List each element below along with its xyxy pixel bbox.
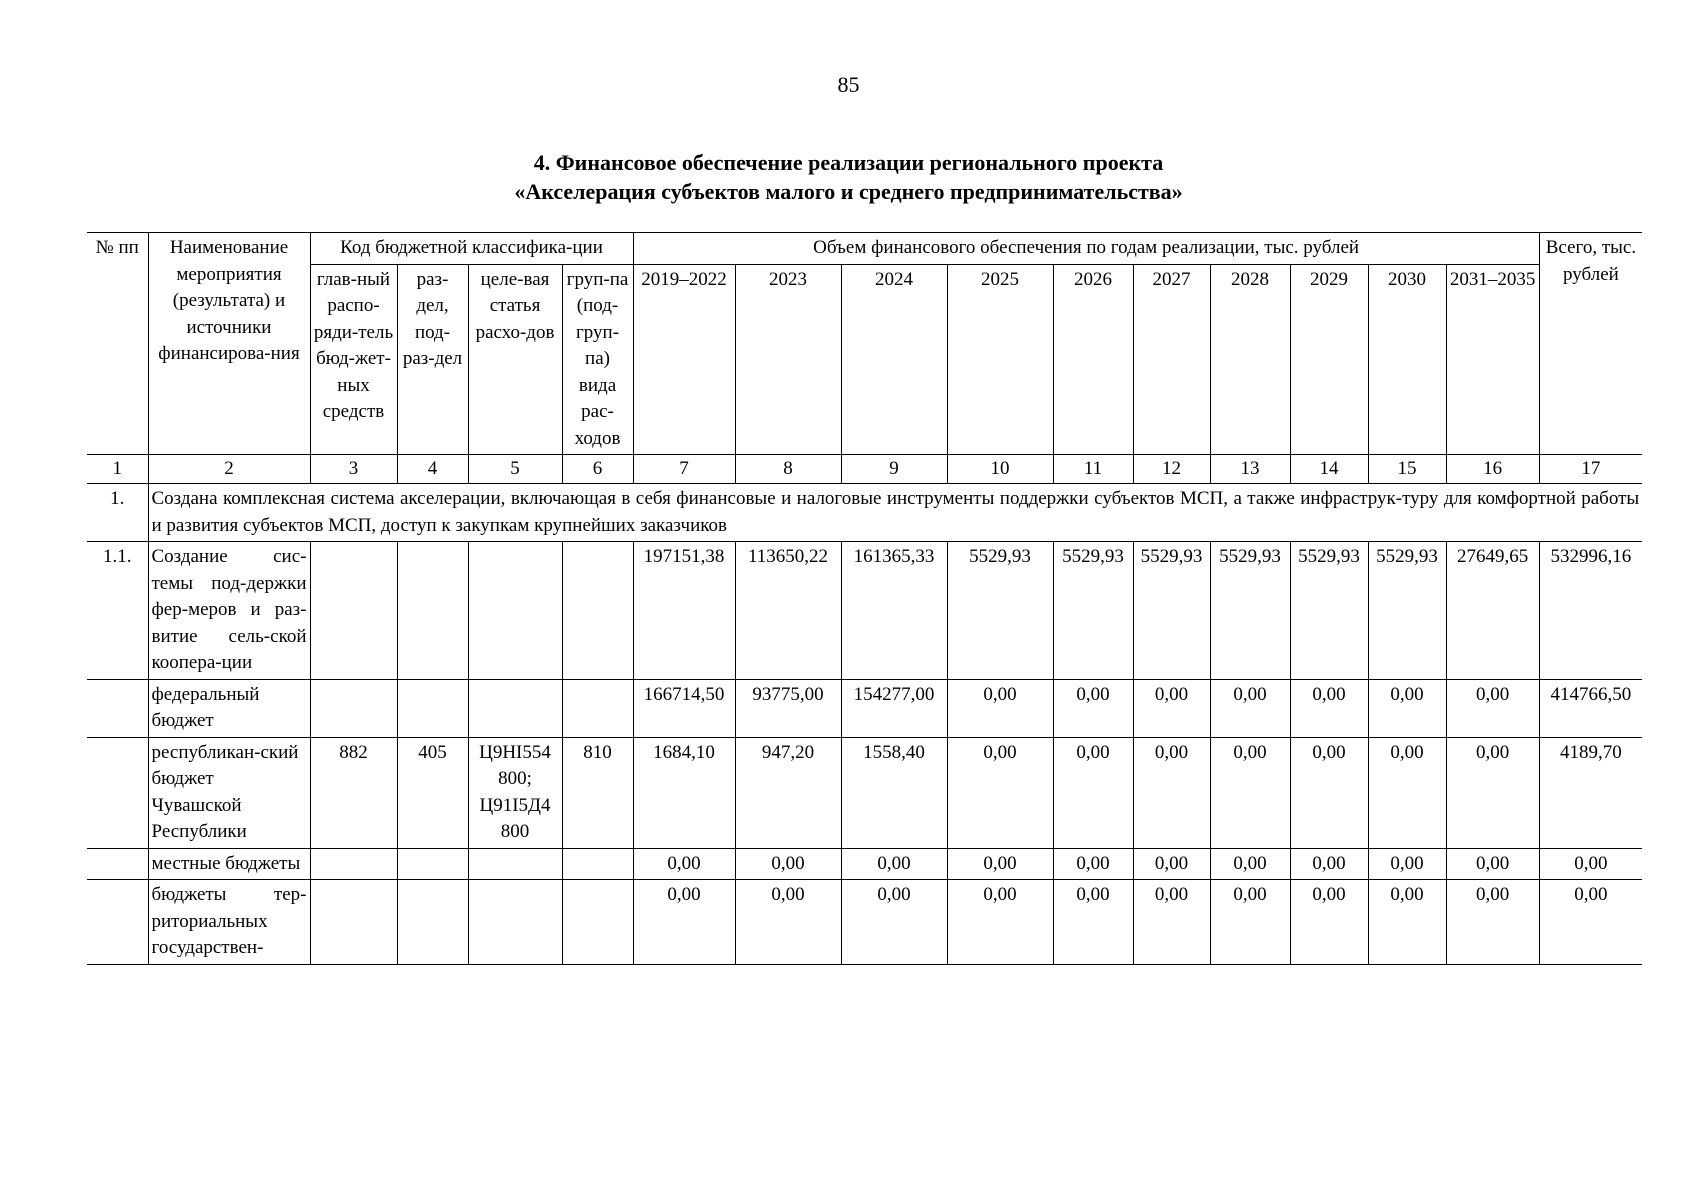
row-kbk-rz [397, 880, 468, 965]
title-line-2: «Акселерация субъектов малого и среднего предпринимательства» [514, 179, 1183, 204]
row-kbk-cs [468, 848, 562, 880]
row-value: 0,00 [1290, 880, 1368, 965]
row-name: Создание сис-темы под-держки фер-меров и раз-витие сель-ской коопера-ции [148, 542, 310, 680]
column-number: 15 [1368, 455, 1446, 484]
row-name: местные бюджеты [148, 848, 310, 880]
row-value: 0,00 [1446, 848, 1539, 880]
row-value: 5529,93 [1210, 542, 1290, 680]
row-value: 166714,50 [633, 679, 735, 737]
row-kbk-cs [468, 880, 562, 965]
column-number: 14 [1290, 455, 1368, 484]
header-year: 2031–2035 [1446, 264, 1539, 455]
row-value: 0,00 [735, 880, 841, 965]
row-value: 0,00 [1133, 679, 1210, 737]
row-value: 0,00 [1210, 737, 1290, 848]
header-row-2 [87, 264, 1642, 455]
header-year: 2019–2022 [633, 264, 735, 455]
row-value: 0,00 [1290, 848, 1368, 880]
row-value: 5529,93 [1368, 542, 1446, 680]
row-kbk-vr [562, 848, 633, 880]
row-value: 0,00 [841, 880, 947, 965]
column-number: 16 [1446, 455, 1539, 484]
row-kbk-cs [468, 542, 562, 680]
row-total: 532996,16 [1539, 542, 1642, 680]
row-kbk-cs: Ц9НI554 800; Ц91I5Д4 800 [468, 737, 562, 848]
column-number: 4 [397, 455, 468, 484]
row-value: 0,00 [1053, 848, 1133, 880]
header-year: 2028 [1210, 264, 1290, 455]
row-value: 0,00 [947, 848, 1053, 880]
header-year: 2030 [1368, 264, 1446, 455]
row-value: 0,00 [947, 880, 1053, 965]
row-total: 4189,70 [1539, 737, 1642, 848]
row-no: 1.1. [87, 542, 148, 680]
row-value: 0,00 [1446, 679, 1539, 737]
row-value: 0,00 [1133, 880, 1210, 965]
row-total: 0,00 [1539, 880, 1642, 965]
row-value: 0,00 [633, 880, 735, 965]
page-number: 85 [837, 72, 860, 97]
column-number: 6 [562, 455, 633, 484]
row-value: 0,00 [841, 848, 947, 880]
row-kbk-rz: 405 [397, 737, 468, 848]
column-number: 2 [148, 455, 310, 484]
row-value: 0,00 [1368, 737, 1446, 848]
row-total: 414766,50 [1539, 679, 1642, 737]
row-value: 947,20 [735, 737, 841, 848]
section-row [87, 484, 1642, 542]
column-number: 5 [468, 455, 562, 484]
column-number: 8 [735, 455, 841, 484]
column-number: 12 [1133, 455, 1210, 484]
row-value: 27649,65 [1446, 542, 1539, 680]
header-no: № пп [87, 233, 148, 455]
table-row [87, 848, 1642, 880]
row-value: 0,00 [1210, 848, 1290, 880]
column-number: 7 [633, 455, 735, 484]
row-value: 0,00 [633, 848, 735, 880]
column-number: 11 [1053, 455, 1133, 484]
header-name: Наименование мероприятия (результата) и источники финансирова-ния [148, 233, 310, 455]
row-no [87, 848, 148, 880]
header-kbk-vr: груп-па (под-груп-па) вида рас-ходов [562, 264, 633, 455]
row-value: 1684,10 [633, 737, 735, 848]
row-value: 1558,40 [841, 737, 947, 848]
header-kbk-cs: целе-вая статья расхо-дов [468, 264, 562, 455]
column-number: 10 [947, 455, 1053, 484]
table-body [87, 542, 1642, 965]
header-year: 2024 [841, 264, 947, 455]
row-name: республикан-ский бюджет Чувашской Республики [148, 737, 310, 848]
row-value: 0,00 [1446, 737, 1539, 848]
section-text: Создана комплексная система акселерации, включающая в себя финансовые и налоговые инструменты поддержки субъектов МСП, а также инфраструк-туру для комфортной работы и развития субъектов МСП, доступ к закупкам крупнейших заказчиков [148, 484, 1642, 542]
header-year: 2026 [1053, 264, 1133, 455]
row-value: 0,00 [1053, 679, 1133, 737]
row-no [87, 679, 148, 737]
row-value: 0,00 [1368, 679, 1446, 737]
row-value: 0,00 [1053, 737, 1133, 848]
document-title [0, 148, 1697, 206]
row-kbk-gr [310, 848, 397, 880]
row-value: 161365,33 [841, 542, 947, 680]
column-number: 17 [1539, 455, 1642, 484]
row-kbk-rz [397, 542, 468, 680]
row-kbk-rz [397, 679, 468, 737]
row-value: 197151,38 [633, 542, 735, 680]
row-kbk-gr [310, 880, 397, 965]
row-name: бюджеты тер-риториальных государствен- [148, 880, 310, 965]
column-number: 13 [1210, 455, 1290, 484]
row-kbk-rz [397, 848, 468, 880]
header-kbk-rz: раз-дел, под-раз-дел [397, 264, 468, 455]
header-volume: Объем финансового обеспечения по годам реализации, тыс. рублей [633, 233, 1539, 265]
row-total: 0,00 [1539, 848, 1642, 880]
row-kbk-vr [562, 542, 633, 680]
column-number: 9 [841, 455, 947, 484]
row-kbk-vr [562, 679, 633, 737]
row-value: 0,00 [1210, 679, 1290, 737]
column-number: 1 [87, 455, 148, 484]
row-no [87, 880, 148, 965]
row-value: 0,00 [1290, 679, 1368, 737]
header-year: 2029 [1290, 264, 1368, 455]
row-value: 0,00 [1053, 880, 1133, 965]
column-numbers-row [87, 455, 1642, 484]
row-kbk-vr [562, 880, 633, 965]
row-value: 5529,93 [1053, 542, 1133, 680]
row-kbk-gr [310, 679, 397, 737]
row-kbk-gr: 882 [310, 737, 397, 848]
row-value: 0,00 [1368, 848, 1446, 880]
row-value: 0,00 [947, 737, 1053, 848]
row-value: 154277,00 [841, 679, 947, 737]
row-value: 0,00 [1368, 880, 1446, 965]
row-kbk-gr [310, 542, 397, 680]
financing-table [87, 232, 1642, 965]
table-row [87, 880, 1642, 965]
column-number: 3 [310, 455, 397, 484]
row-value: 0,00 [1210, 880, 1290, 965]
row-value: 5529,93 [1290, 542, 1368, 680]
header-kbk-gr: глав-ный распо-ряди-тель бюд-жет-ных средств [310, 264, 397, 455]
row-value: 5529,93 [1133, 542, 1210, 680]
table-row [87, 679, 1642, 737]
title-line-1: 4. Финансовое обеспечение реализации регионального проекта [533, 150, 1164, 175]
row-value: 0,00 [1290, 737, 1368, 848]
row-value: 0,00 [947, 679, 1053, 737]
row-value: 5529,93 [947, 542, 1053, 680]
section-no: 1. [87, 484, 148, 542]
row-value: 113650,22 [735, 542, 841, 680]
table-row [87, 542, 1642, 680]
table-row [87, 737, 1642, 848]
row-value: 0,00 [735, 848, 841, 880]
row-name: федеральный бюджет [148, 679, 310, 737]
row-no [87, 737, 148, 848]
row-value: 0,00 [1133, 737, 1210, 848]
row-kbk-cs [468, 679, 562, 737]
header-kbk: Код бюджетной классифика-ции [310, 233, 633, 265]
row-value: 0,00 [1446, 880, 1539, 965]
header-row-1 [87, 233, 1642, 265]
row-value: 93775,00 [735, 679, 841, 737]
row-value: 0,00 [1133, 848, 1210, 880]
header-total: Всего, тыс. рублей [1539, 233, 1642, 455]
header-year: 2023 [735, 264, 841, 455]
row-kbk-vr: 810 [562, 737, 633, 848]
header-year: 2027 [1133, 264, 1210, 455]
header-year: 2025 [947, 264, 1053, 455]
